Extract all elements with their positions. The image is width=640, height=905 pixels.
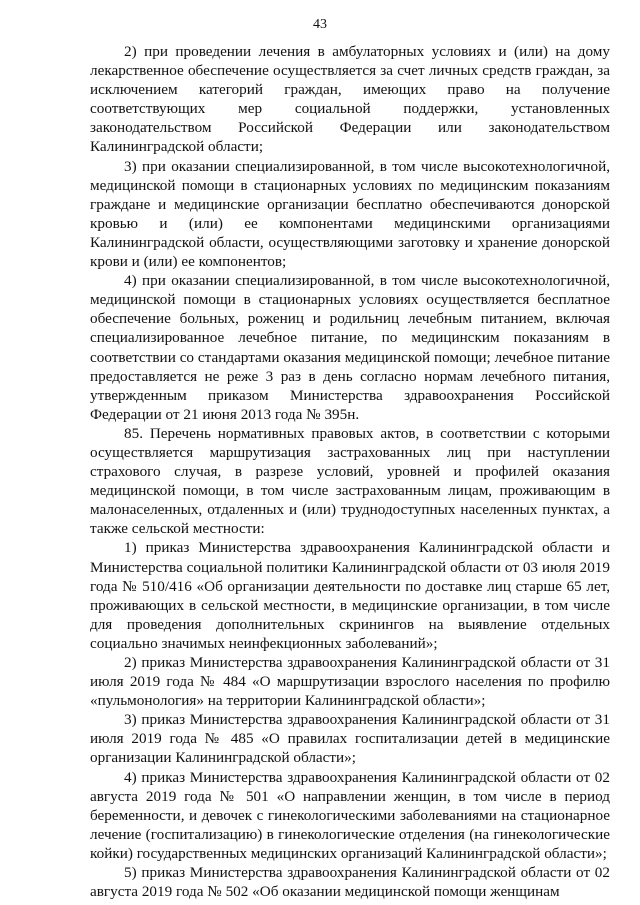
- list-item-order-4: 4) приказ Министерства здравоохранения Калининградской области от 02 августа 2019 года № 501 «О направлении женщин, в том числе в период беременности, и девочек с гинекологическими заболеваниями на стационарное лечение (госпитализацию) в гинекологические отделения (на гинекологические койки) государственных медицинских организаций Калининградской области»;: [90, 768, 610, 862]
- list-item-order-1: 1) приказ Министерства здравоохранения Калининградской области и Министерства социальной политики Калининградской области от 03 июля 2019 года № 510/416 «Об организации деятельности по доставке лиц старше 65 лет, проживающих в сельской местности, в медицинские организации, в том числе для проведения дополнительных скринингов на выявление отдельных социально значимых неинфекционных заболеваний»;: [90, 539, 610, 652]
- paragraph-clause-85: 85. Перечень нормативных правовых актов, в соответствии с которыми осуществляется маршрутизация застрахованных лиц при наступлении страхового случая, в разрезе условий, уровней и профилей оказания медицинской помощи, в том числе застрахованным лицам, проживающим в малонаселенных, отдаленных и (или) труднодоступных населенных пунктах, а также сельской местности:: [90, 424, 610, 538]
- list-item-order-2: 2) приказ Министерства здравоохранения Калининградской области от 31 июля 2019 года № 484 «О маршрутизации взрослого населения по профилю «пульмонология» на территории Калининградской области»;: [90, 654, 610, 710]
- paragraph-item-2: 2) при проведении лечения в амбулаторных условиях и (или) на дому лекарственное обеспечение осуществляется за счет личных средств граждан, за исключением категорий граждан, имеющих право на получение соответствующих мер социальной поддержки, установленных законодательством Российской Федерации или законодательством Калининградской области;: [90, 43, 610, 156]
- list-item-order-3: 3) приказ Министерства здравоохранения Калининградской области от 31 июля 2019 года № 485 «О правилах госпитализации детей в медицинские организации Калининградской области»;: [90, 711, 610, 767]
- paragraph-item-4: 4) при оказании специализированной, в том числе высокотехнологичной, медицинской помощи в стационарных условиях осуществляется бесплатное обеспечение больных, рожениц и родильниц лечебным питанием, включая специализированное лечебное питание, по медицинским показаниям в соответствии со стандартами оказания медицинской помощи; лечебное питание предоставляется не реже 3 раз в день согласно нормам лечебного питания, утвержденным приказом Министерства здравоохранения Российской Федерации от 21 июня 2013 года № 395н.: [90, 272, 610, 423]
- page-number: 43: [313, 17, 327, 32]
- paragraph-item-3: 3) при оказании специализированной, в том числе высокотехнологичной, медицинской помощи в стационарных условиях по медицинским показаниям граждане и медицинские организации бесплатно обеспечиваются донорской кровью и (или) ее компонентами медицинскими организациями Калининградской области, осуществляющими заготовку и хранение донорской крови и (или) ее компонентов;: [90, 157, 610, 271]
- list-item-order-5: 5) приказ Министерства здравоохранения Калининградской области от 02 августа 2019 года № 502 «Об оказании медицинской помощи женщинам: [90, 864, 610, 901]
- document-body: [90, 42, 610, 901]
